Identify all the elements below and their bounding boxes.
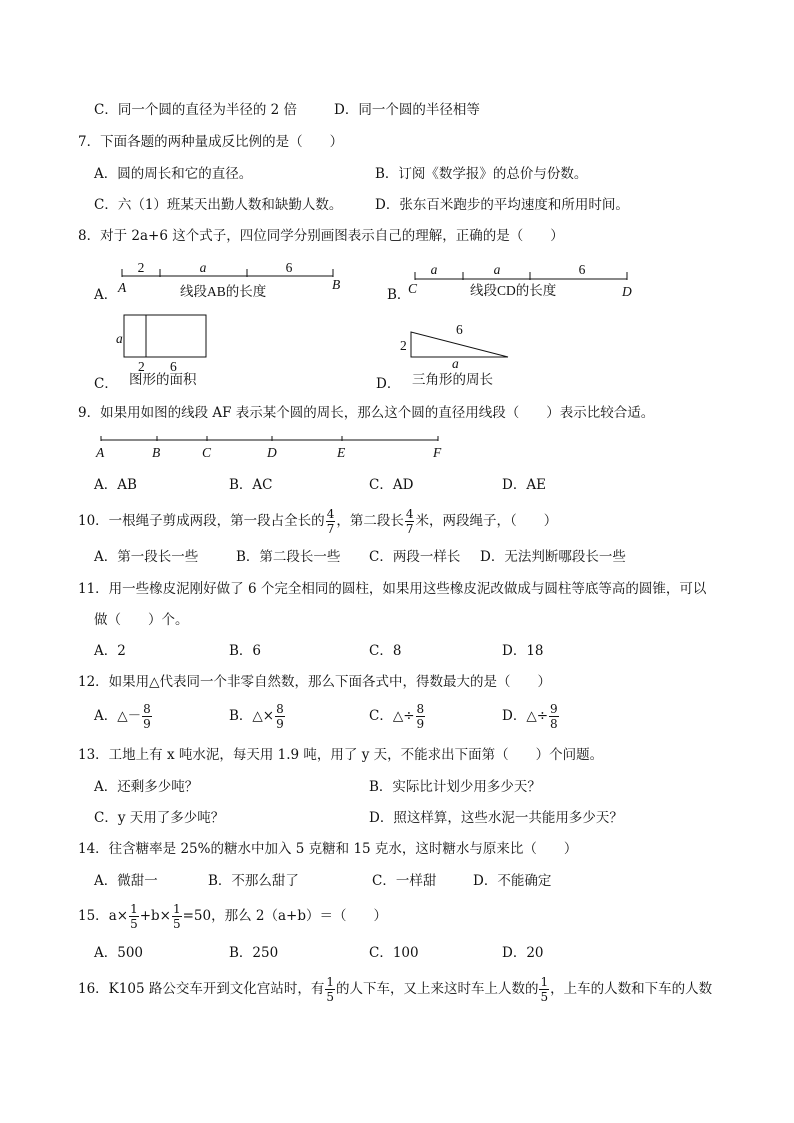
q9-point-f: F [433, 445, 442, 460]
q6-option-d: D．同一个圆的半径相等 [334, 102, 480, 118]
q16-stem: 16．K105 路公交车开到文化宫站时，有 $\frac{1}{5}$ 的人下车，又上来这时车上人数的 $\frac{1}{5}$ ，上车的人数和下车的人数 [78, 975, 713, 1004]
q11-stem-line2: 做（ ）个。 [94, 612, 189, 628]
q8d-hyp: 6 [456, 322, 463, 337]
q9-option-a: A．AB [94, 477, 137, 493]
q8-option-c-label: C． [94, 376, 118, 392]
q7-option-d: D．张东百米跑步的平均速度和所用时间。 [375, 197, 629, 213]
q8-figure-a [117, 260, 340, 299]
q9-point-b: B [152, 445, 161, 460]
q11-stem-line1: 11．用一些橡皮泥刚好做了 6 个完全相同的圆柱，如果用这些橡皮泥改做成与圆柱等底等高的圆锥，可以 [78, 581, 707, 597]
q13-option-c: C．y 天用了多少吨？ [94, 810, 225, 826]
q11-option-a: A．2 [94, 643, 126, 659]
q8-stem: 8．对于 2a+6 这个式子，四位同学分别画图表示自己的理解，正确的是（ ） [78, 228, 564, 244]
q8b-end-c: C [408, 281, 418, 296]
q9-figure [95, 436, 442, 460]
q8d-base: a [452, 356, 459, 371]
q8a-seg2: a [199, 260, 207, 275]
q12-option-c: C．△÷ $\frac{8}{9}$ [369, 702, 425, 731]
q14-option-a: A．微甜一 [94, 873, 158, 889]
q8c-b2: 6 [170, 359, 177, 374]
q10-option-a: A．第一段长一些 [94, 549, 199, 565]
q9-stem: 9．如果用如图的线段 AF 表示某个圆的周长，那么这个圆的直径用线段（ ）表示比较合适。 [78, 405, 655, 421]
q9-option-d: D．AE [502, 477, 546, 493]
q8b-seg1: a [430, 262, 438, 277]
q11-option-d: D．18 [502, 643, 544, 659]
q14-option-c: C．一样甜 [372, 873, 437, 889]
q11-option-b: B．6 [229, 643, 262, 659]
q8b-caption: 线段CD的长度 [470, 283, 557, 298]
q8-figure-d [400, 322, 508, 387]
q15-option-d: D．20 [502, 945, 544, 961]
q12-option-a: A．△－ $\frac{8}{9}$ [94, 702, 151, 731]
q8a-seg1: 2 [137, 260, 145, 275]
q8b-seg3: 6 [578, 262, 586, 277]
q11-option-c: C．8 [369, 643, 402, 659]
q8-option-d-label: D． [376, 376, 401, 392]
q10-option-c: C．两段一样长 [369, 549, 461, 565]
q9-point-e: E [337, 445, 346, 460]
q8a-seg3: 6 [285, 260, 293, 275]
q7-option-c: C．六（1）班某天出勤人数和缺勤人数。 [94, 197, 343, 213]
q9-point-d: D [267, 445, 277, 460]
q8c-b1: 2 [138, 359, 145, 374]
q8-option-b-label: B． [387, 287, 411, 303]
q8b-seg2: a [493, 262, 501, 277]
q8c-side: a [116, 331, 123, 346]
q12-option-b: B．△× $\frac{8}{9}$ [229, 702, 284, 731]
q8b-end-d: D [622, 284, 632, 299]
q9-point-a: A [96, 445, 105, 460]
q15-stem: 15．a× $\frac{1}{5}$ +b× $\frac{1}{5}$ =50，那么 2（a+b）＝（ ） [78, 902, 387, 931]
q6-option-c: C．同一个圆的直径为半径的 2 倍 [94, 102, 298, 118]
q8a-end-b: B [332, 277, 341, 292]
q15-option-c: C．100 [369, 945, 419, 961]
q12-option-d: D．△÷ $\frac{9}{8}$ [502, 702, 558, 731]
q9-point-c: C [202, 445, 212, 460]
q13-stem: 13．工地上有 x 吨水泥，每天用 1.9 吨，用了 y 天，不能求出下面第（ ）个问题。 [78, 747, 604, 763]
q8a-caption: 线段AB的长度 [180, 284, 267, 299]
q8-option-a-label: A． [94, 287, 118, 303]
q14-option-b: B．不那么甜了 [208, 873, 299, 889]
q9-option-b: B．AC [229, 477, 273, 493]
q14-option-d: D．不能确定 [473, 873, 552, 889]
q8d-leg: 2 [400, 338, 407, 353]
q7-option-b: B．订阅《数学报》的总价与份数。 [375, 166, 588, 182]
q8c-caption: 图形的面积 [129, 372, 197, 387]
q7-stem: 7．下面各题的两种量成反比例的是（ ） [78, 134, 344, 150]
q13-option-b: B．实际比计划少用多少天？ [369, 779, 541, 795]
q9-option-c: C．AD [369, 477, 414, 493]
q15-option-b: B．250 [229, 945, 279, 961]
q8d-caption: 三角形的周长 [412, 372, 493, 387]
q14-stem: 14．往含糖率是 25%的糖水中加入 5 克糖和 15 克水，这时糖水与原来比（ ） [78, 841, 578, 857]
q10-stem: 10．一根绳子剪成两段，第一段占全长的 $\frac{4}{7}$ ，第二段长 $\frac{4}{7}$ 米，两段绳子，（ ） [78, 507, 558, 536]
q8-figure-c [116, 315, 206, 387]
q10-option-b: B．第二段长一些 [236, 549, 341, 565]
q10-option-d: D．无法判断哪段长一些 [480, 549, 626, 565]
q8-figure-b [408, 262, 632, 299]
q15-option-a: A．500 [94, 945, 144, 961]
q13-option-a: A．还剩多少吨？ [94, 779, 199, 795]
q7-option-a: A．圆的周长和它的直径。 [94, 166, 253, 182]
q12-stem: 12．如果用△代表同一个非零自然数，那么下面各式中，得数最大的是（ ） [78, 674, 552, 690]
q8a-end-a: A [118, 280, 127, 295]
q13-option-d: D．照这样算，这些水泥一共能用多少天？ [369, 810, 623, 826]
